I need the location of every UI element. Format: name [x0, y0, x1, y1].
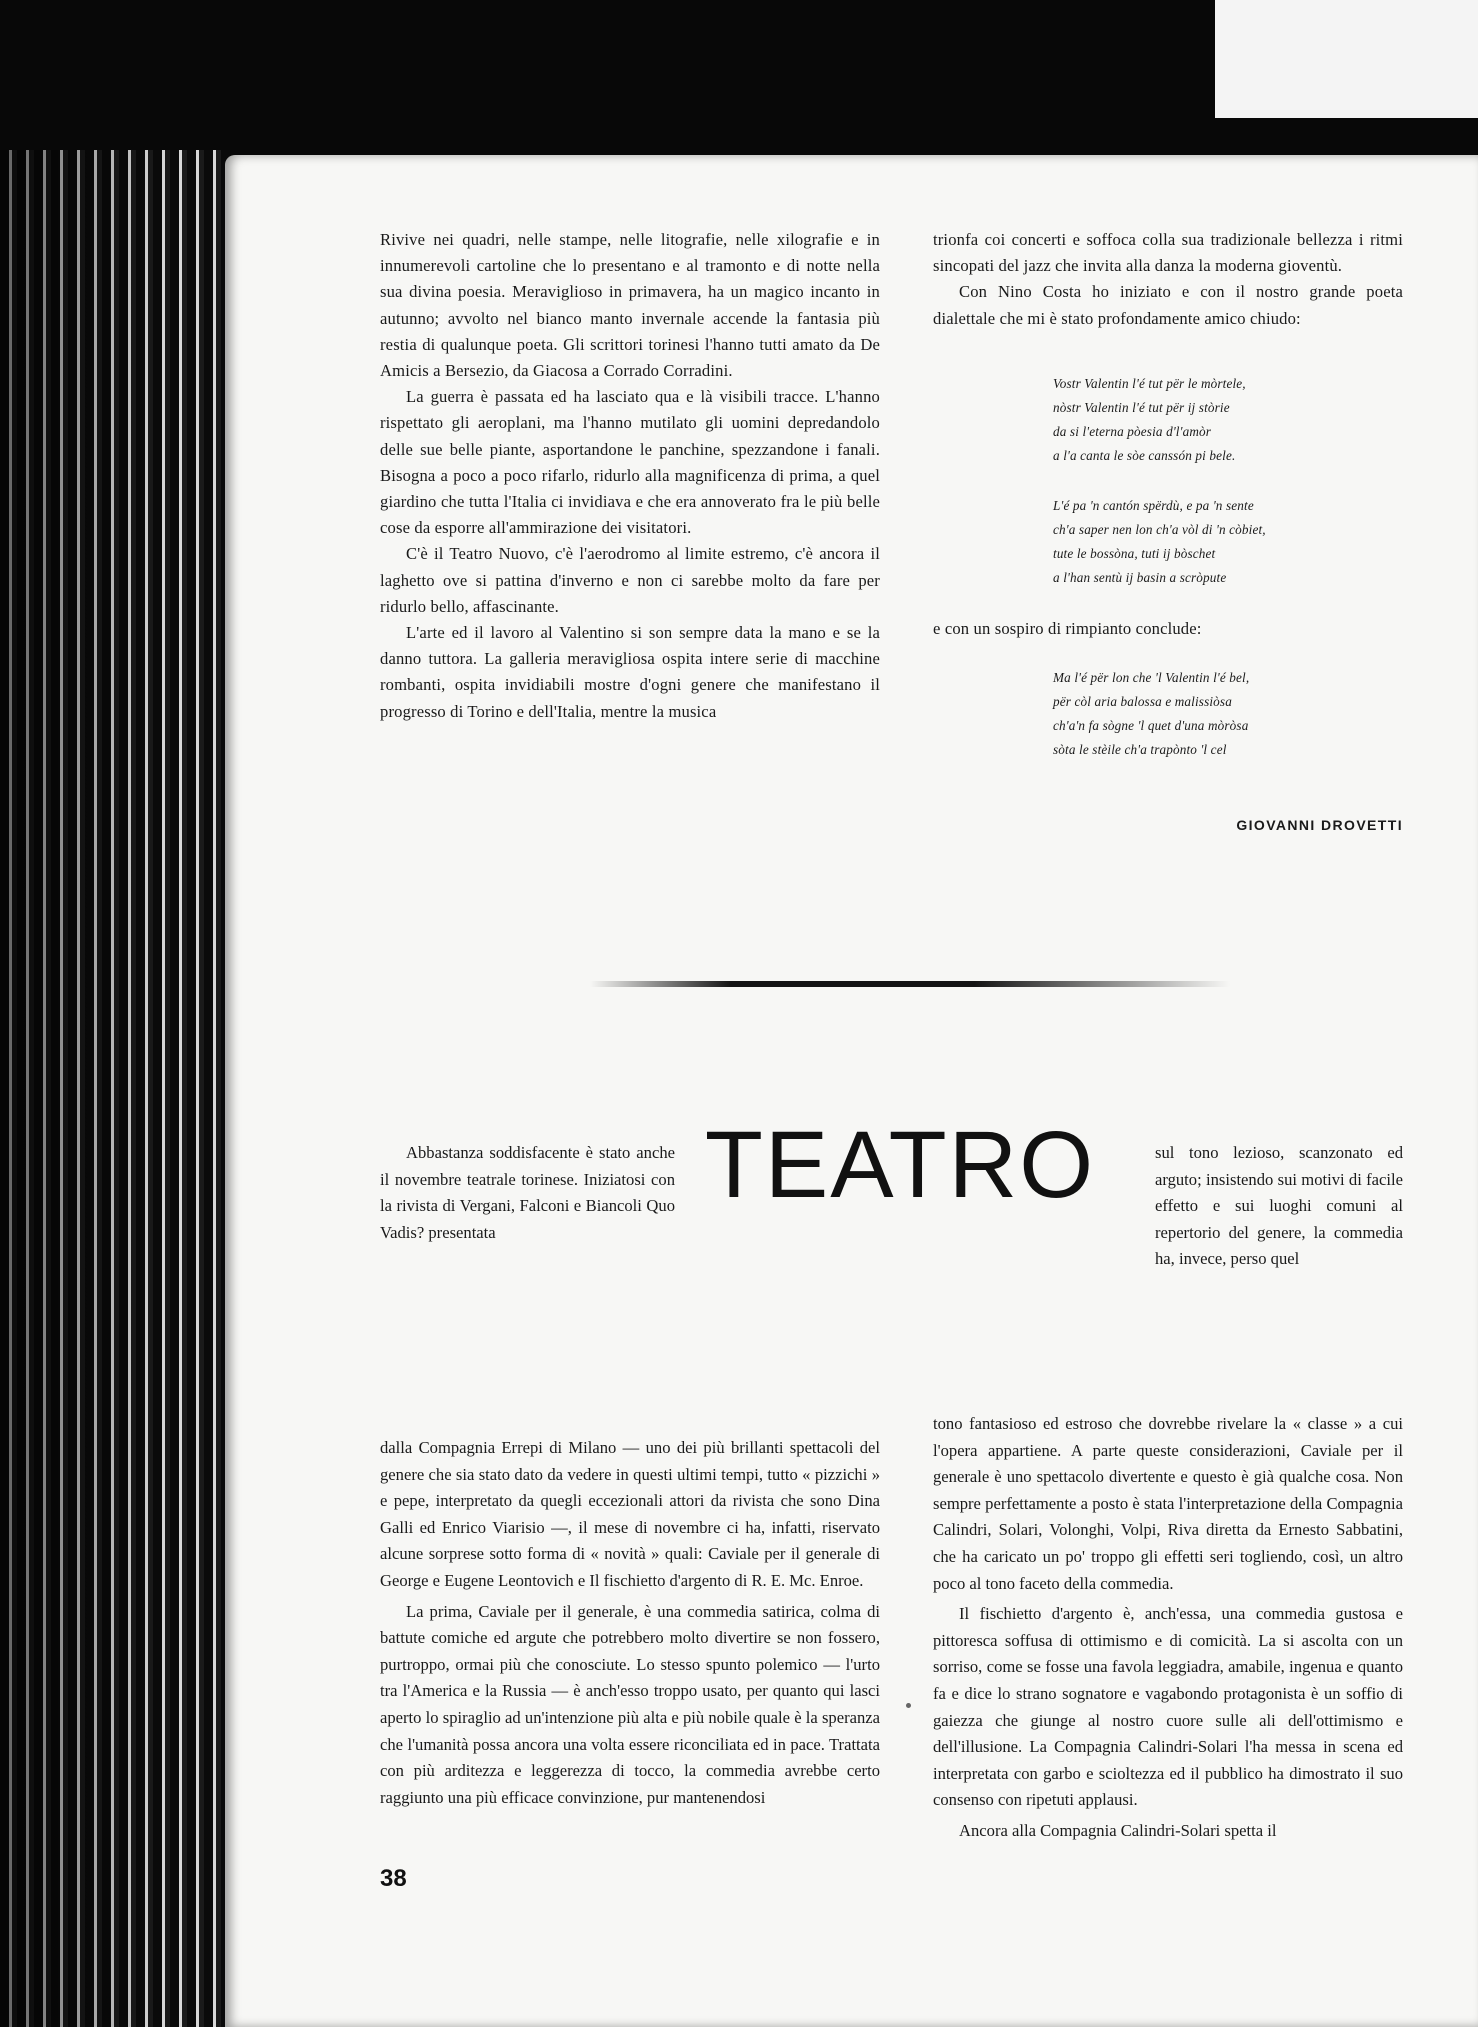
dialect-poem-1 [1053, 372, 1403, 590]
poem-line: Ma l'é për lon che 'l Valentin l'é bel, [1053, 670, 1250, 686]
teatro-paragraph: Abbastanza soddisfacente è stato anche il novembre teatrale torinese. Iniziatosi con la rivista di Vergani, Falconi e Biancoli Quo Vadis? presentata [380, 1143, 675, 1242]
article1-paragraph: L'arte ed il lavoro al Valentino si son sempre data la mano e se la danno tuttora. La galleria meravigliosa ospita intere serie di macchine rombanti, ospita invidiabili mostre d'ogni genere che manifestano il progresso di Torino e dell'Italia, mentre la musica [380, 623, 880, 721]
teatro-paragraph: Ancora alla Compagnia Calindri-Solari spetta il [959, 1820, 1277, 1840]
article1-paragraph: trionfa coi concerti e soffoca colla sua tradizionale bellezza i ritmi sincopati del jazz che invita alla danza la moderna gioventù. [933, 230, 1403, 276]
page-number: 38 [380, 1865, 407, 1892]
teatro-left-head [380, 1140, 675, 1246]
book-edge-shadow [0, 150, 230, 2027]
article1-paragraph: C'è il Teatro Nuovo, c'è l'aerodromo al limite estremo, c'è ancora il laghetto ove si pattina d'inverno e non ci sarebbe molto da fare per ridurlo bello, affascinante. [380, 544, 880, 616]
teatro-left-body [380, 1435, 880, 1811]
article1-right-column [933, 227, 1403, 838]
section-divider-rule [590, 981, 1230, 987]
poem-line: ch'a saper nen lon ch'a vòl di 'n còbiet, [1053, 521, 1266, 537]
poem-line: tute le bossòna, tuti ij bòschet [1053, 545, 1216, 561]
print-speck [906, 1703, 911, 1708]
poem-line: L'é pa 'n cantón spërdù, e pa 'n sente [1053, 497, 1254, 513]
poem-stanza [1053, 494, 1403, 590]
teatro-right-head [1155, 1140, 1403, 1273]
teatro-paragraph: sul tono lezioso, scanzonato ed arguto; insistendo sui motivi di facile effetto e sui luoghi comuni al repertorio del genere, la commedia ha, invece, perso quel [1155, 1143, 1403, 1269]
dialect-poem-2 [1053, 666, 1403, 762]
poem-line: sòta le stèile ch'a trapònto 'l cel [1053, 742, 1227, 758]
article-author: GIOVANNI DROVETTI [1236, 817, 1403, 834]
article1-left-column [380, 227, 880, 725]
poem-line: a l'a canta le sòe canssón pi bele. [1053, 447, 1236, 463]
teatro-paragraph: Il fischietto d'argento è, anch'essa, una commedia gustosa e pittoresca soffusa di ottimismo e di comicità. La si ascolta con un sorriso, come se fosse una favola leggiadra, amabile, ingenua e quanto fa e dice lo strano sognatore e vagabondo protagonista è un soffio di gaiezza che giunge al nostro cuore sulle ali dell'ottimismo e dell'illusione. La Compagnia Calindri-Solari l'ha messa in scena ed interpretata con garbo e scioltezza ed il pubblico ha dimostrato il suo consenso con ripetuti applausi. [933, 1604, 1403, 1810]
poem-line: Vostr Valentin l'é tut për le mòrtele, [1053, 375, 1246, 391]
section-title: TEATRO [704, 1112, 1096, 1218]
article1-paragraph: La guerra è passata ed ha lasciato qua e là visibili tracce. L'hanno rispettato gli aeroplani, ma l'hanno mutilato gli uomini depredandolo delle sue belle piante, asportandone le panchine, spezzandone i fanali. Bisogna a poco a poco rifarlo, ridurlo alla magnificenza di prima, a quel giardino che tutta l'Italia ci invidiava e che era annoverato fra le più belle cose da esporre all'ammirazione dei visitatori. [380, 387, 880, 538]
poem-stanza [1053, 372, 1403, 468]
poem-line: për còl aria balossa e malissiòsa [1053, 694, 1232, 710]
poem-line: a l'han sentù ij basin a scròpute [1053, 569, 1227, 585]
article1-paragraph: Rivive nei quadri, nelle stampe, nelle litografie, nelle xilografie e in innumerevoli cartoline che lo presentano e al tramonto e di notte nella sua divina poesia. Meraviglioso in primavera, ha un magico incanto in autunno; avvolto nel bianco manto invernale accende la fantasia più restia di qualunque poeta. Gli scrittori torinesi l'hanno tutti amato da De Amicis a Bersezio, da Giacosa a Corrado Corradini. [380, 230, 880, 381]
poem-line: da si l'eterna pòesia d'l'amòr [1053, 423, 1212, 439]
teatro-paragraph: La prima, Caviale per il generale, è una commedia satirica, colma di battute comiche ed argute che potrebbero molto divertire se non fossero, purtroppo, ormai più che conosciute. Lo stesso spunto polemico — l'urto tra l'America e la Russia — è anch'esso troppo usato, per quanto qui lasci aperto lo spiraglio ad un'intenzione più alta e più nobile quale è la speranza che l'umanità possa ancora una volta essere riconciliata ed in pace. Trattata con più arditezza e leggerezza di tocco, la commedia avrebbe certo raggiunto una più efficace convinzione, pur mantenendosi [380, 1601, 880, 1807]
article1-paragraph: Con Nino Costa ho iniziato e con il nostro grande poeta dialettale che mi è stato profondamente amico chiudo: [933, 282, 1403, 328]
teatro-paragraph: dalla Compagnia Errepi di Milano — uno dei più brillanti spettacoli del genere che sia stato dato da vedere in questi ultimi tempi, tutto « pizzichi » e pepe, interpretato da quegli eccezionali attori da rivista che sono Dina Galli ed Enrico Viarisio —, il mese di novembre ci ha, infatti, riservato alcune sorprese sotto forma di « novità » quali: Caviale per il generale di George e Eugene Leontovich e Il fischietto d'argento di R. E. Mc. Enroe. [380, 1438, 880, 1590]
teatro-paragraph: tono fantasioso ed estroso che dovrebbe rivelare la « classe » a cui l'opera appartiene. A parte queste considerazioni, Caviale per il generale è uno spettacolo divertente e questo è già qualche cosa. Non sempre perfettamente a posto è stata l'interpretazione della Compagnia Calindri, Solari, Volonghi, Volpi, Riva diretta da Ernesto Sabbatini, che ha caricato un po' troppo gli effetti seri togliendo, così, un altro poco al tono faceto della commedia. [933, 1414, 1403, 1593]
scan-next-page-corner [1215, 0, 1478, 118]
teatro-right-body [933, 1411, 1403, 1845]
magazine-page [225, 155, 1478, 2027]
poem-line: ch'a'n fa sògne 'l quet d'una mòròsa [1053, 718, 1249, 734]
poem-intro-line: e con un sospiro di rimpianto conclude: [933, 618, 1202, 638]
poem-line: nòstr Valentin l'é tut për ij stòrie [1053, 399, 1230, 415]
